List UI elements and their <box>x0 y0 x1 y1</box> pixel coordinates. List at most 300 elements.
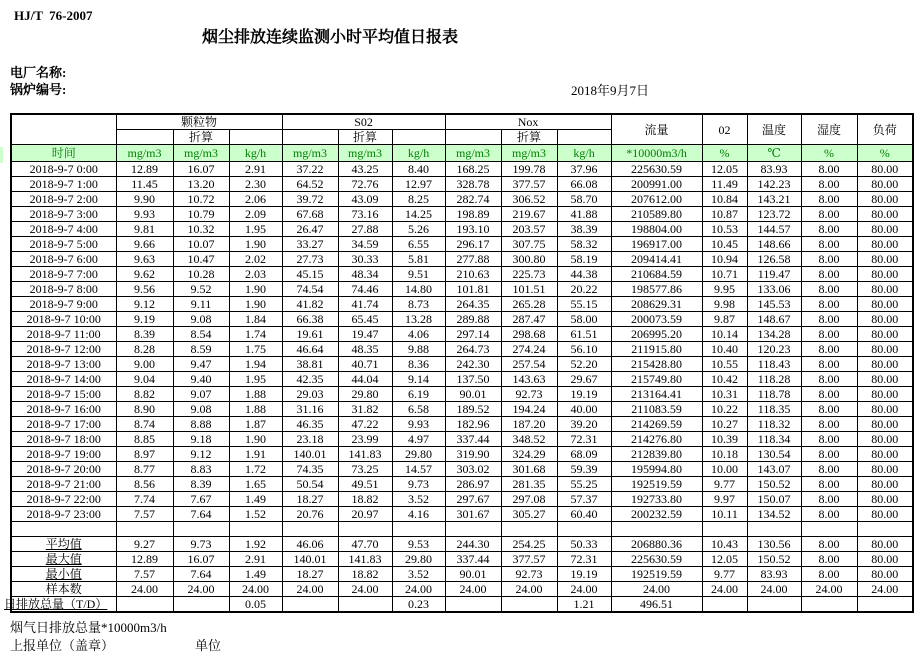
value-cell: 14.80 <box>392 282 445 297</box>
time-cell: 2018-9-7 5:00 <box>11 237 116 252</box>
value-cell: 189.52 <box>445 402 501 417</box>
value-cell: 24.00 <box>611 582 702 597</box>
value-cell: 80.00 <box>857 267 913 282</box>
value-cell: 1.74 <box>229 327 282 342</box>
value-cell: 60.40 <box>557 507 611 522</box>
value-cell: 12.89 <box>116 162 173 177</box>
value-cell: 5.81 <box>392 252 445 267</box>
value-cell: 10.84 <box>702 192 747 207</box>
time-cell: 2018-9-7 3:00 <box>11 207 116 222</box>
value-cell <box>702 597 747 613</box>
so2-rate-unit: kg/h <box>392 145 445 162</box>
time-cell: 2018-9-7 13:00 <box>11 357 116 372</box>
col-group-pm: 颗粒物 <box>116 114 282 130</box>
value-cell: 9.07 <box>173 387 229 402</box>
value-cell: 80.00 <box>857 177 913 192</box>
value-cell: 8.59 <box>173 342 229 357</box>
col-group-so2: S02 <box>282 114 445 130</box>
value-cell: 9.19 <box>116 312 173 327</box>
page-title: 烟尘排放连续监测小时平均值日报表 <box>201 29 458 46</box>
value-cell: 49.51 <box>338 477 392 492</box>
value-cell: 244.30 <box>445 537 501 552</box>
value-cell: 1.84 <box>229 312 282 327</box>
value-cell: 192519.59 <box>611 477 702 492</box>
value-cell <box>229 522 282 537</box>
value-cell: 39.72 <box>282 192 338 207</box>
value-cell: 58.19 <box>557 252 611 267</box>
flow-unit: *10000m3/h <box>611 145 702 162</box>
value-cell: 199.78 <box>501 162 557 177</box>
value-cell: 265.28 <box>501 297 557 312</box>
summary-label-cell: 平均值 <box>11 537 116 552</box>
value-cell: 301.68 <box>501 462 557 477</box>
value-cell: 1.87 <box>229 417 282 432</box>
value-cell: 24.00 <box>501 582 557 597</box>
time-cell: 2018-9-7 21:00 <box>11 477 116 492</box>
time-cell: 2018-9-7 17:00 <box>11 417 116 432</box>
value-cell: 2.91 <box>229 552 282 567</box>
value-cell: 43.25 <box>338 162 392 177</box>
value-cell: 9.00 <box>116 357 173 372</box>
value-cell: 8.00 <box>801 417 857 432</box>
value-cell: 0.05 <box>229 597 282 613</box>
time-header-blank <box>11 114 116 145</box>
value-cell: 23.18 <box>282 432 338 447</box>
value-cell: 198577.86 <box>611 282 702 297</box>
value-cell: 8.00 <box>801 162 857 177</box>
value-cell: 12.89 <box>116 552 173 567</box>
value-cell: 24.00 <box>173 582 229 597</box>
value-cell: 45.15 <box>282 267 338 282</box>
value-cell: 80.00 <box>857 297 913 312</box>
value-cell <box>501 522 557 537</box>
value-cell: 1.90 <box>229 237 282 252</box>
value-cell: 80.00 <box>857 282 913 297</box>
time-cell: 2018-9-7 11:00 <box>11 327 116 342</box>
value-cell <box>445 522 501 537</box>
value-cell: 301.67 <box>445 507 501 522</box>
time-cell: 2018-9-7 2:00 <box>11 192 116 207</box>
value-cell: 30.33 <box>338 252 392 267</box>
value-cell: 2.02 <box>229 252 282 267</box>
summary-row <box>11 537 913 552</box>
value-cell: 496.51 <box>611 597 702 613</box>
value-cell: 10.79 <box>173 207 229 222</box>
value-cell: 24.00 <box>747 582 801 597</box>
value-cell: 1.72 <box>229 462 282 477</box>
value-cell: 29.67 <box>557 372 611 387</box>
value-cell: 80.00 <box>857 237 913 252</box>
value-cell: 377.57 <box>501 177 557 192</box>
value-cell <box>857 597 913 613</box>
value-cell: 319.90 <box>445 447 501 462</box>
value-cell: 4.16 <box>392 507 445 522</box>
pm-unit: mg/m3 <box>116 145 173 162</box>
value-cell: 194.24 <box>501 402 557 417</box>
value-cell: 297.08 <box>501 492 557 507</box>
value-cell: 7.64 <box>173 507 229 522</box>
value-cell: 200073.59 <box>611 312 702 327</box>
value-cell: 80.00 <box>857 417 913 432</box>
value-cell: 192733.80 <box>611 492 702 507</box>
table-row <box>11 222 913 237</box>
value-cell: 118.78 <box>747 387 801 402</box>
value-cell: 56.10 <box>557 342 611 357</box>
units-row <box>11 145 913 162</box>
time-cell: 2018-9-7 4:00 <box>11 222 116 237</box>
nox-sub-blank <box>445 130 501 145</box>
value-cell: 10.28 <box>173 267 229 282</box>
value-cell: 6.58 <box>392 402 445 417</box>
value-cell: 8.00 <box>801 267 857 282</box>
value-cell: 14.25 <box>392 207 445 222</box>
so2-converted-unit: mg/m3 <box>338 145 392 162</box>
value-cell: 209414.41 <box>611 252 702 267</box>
value-cell: 10.22 <box>702 402 747 417</box>
value-cell: 24.00 <box>445 582 501 597</box>
value-cell: 50.54 <box>282 477 338 492</box>
table-row <box>11 417 913 432</box>
value-cell: 80.00 <box>857 402 913 417</box>
value-cell: 198804.00 <box>611 222 702 237</box>
col-flow: 流量 <box>611 114 702 145</box>
value-cell: 80.00 <box>857 552 913 567</box>
value-cell: 1.65 <box>229 477 282 492</box>
value-cell <box>173 522 229 537</box>
value-cell: 141.83 <box>338 447 392 462</box>
value-cell: 24.00 <box>801 582 857 597</box>
value-cell: 80.00 <box>857 222 913 237</box>
value-cell: 10.27 <box>702 417 747 432</box>
value-cell: 13.20 <box>173 177 229 192</box>
humidity-unit: % <box>801 145 857 162</box>
summary-label-cell: 最大值 <box>11 552 116 567</box>
unit-label: 单位 <box>195 638 222 653</box>
value-cell: 9.81 <box>116 222 173 237</box>
table-row <box>11 207 913 222</box>
value-cell: 44.04 <box>338 372 392 387</box>
value-cell: 2.06 <box>229 192 282 207</box>
so2-sub-blank <box>282 130 338 145</box>
col-temperature: 温度 <box>747 114 801 145</box>
value-cell: 1.90 <box>229 282 282 297</box>
value-cell: 19.19 <box>557 567 611 582</box>
value-cell: 16.07 <box>173 162 229 177</box>
row-indicator-mark <box>0 147 3 163</box>
value-cell: 9.87 <box>702 312 747 327</box>
value-cell: 65.45 <box>338 312 392 327</box>
value-cell: 9.77 <box>702 567 747 582</box>
value-cell: 225.73 <box>501 267 557 282</box>
value-cell: 148.67 <box>747 312 801 327</box>
value-cell: 306.52 <box>501 192 557 207</box>
table-row <box>11 312 913 327</box>
value-cell: 10.71 <box>702 267 747 282</box>
monitoring-table <box>4 113 914 613</box>
value-cell: 10.11 <box>702 507 747 522</box>
value-cell: 9.93 <box>392 417 445 432</box>
value-cell: 8.00 <box>801 357 857 372</box>
value-cell: 83.93 <box>747 162 801 177</box>
value-cell: 142.23 <box>747 177 801 192</box>
value-cell: 9.97 <box>702 492 747 507</box>
time-cell: 2018-9-7 1:00 <box>11 177 116 192</box>
value-cell: 8.85 <box>116 432 173 447</box>
value-cell: 8.00 <box>801 567 857 582</box>
value-cell: 9.04 <box>116 372 173 387</box>
value-cell: 92.73 <box>501 567 557 582</box>
value-cell: 123.72 <box>747 207 801 222</box>
flue-gas-total-note: 烟气日排放总量*10000m3/h <box>10 620 167 635</box>
value-cell: 47.22 <box>338 417 392 432</box>
value-cell: 145.53 <box>747 297 801 312</box>
table-body <box>4 162 913 613</box>
table-row <box>11 342 913 357</box>
value-cell: 0.23 <box>392 597 445 613</box>
value-cell: 43.09 <box>338 192 392 207</box>
value-cell: 203.57 <box>501 222 557 237</box>
value-cell: 8.00 <box>801 492 857 507</box>
value-cell: 8.56 <box>116 477 173 492</box>
value-cell: 50.33 <box>557 537 611 552</box>
value-cell: 200991.00 <box>611 177 702 192</box>
value-cell: 80.00 <box>857 387 913 402</box>
value-cell: 8.00 <box>801 537 857 552</box>
value-cell: 11.49 <box>702 177 747 192</box>
value-cell: 20.22 <box>557 282 611 297</box>
time-cell: 2018-9-7 9:00 <box>11 297 116 312</box>
value-cell: 73.25 <box>338 462 392 477</box>
value-cell: 59.39 <box>557 462 611 477</box>
value-cell: 8.77 <box>116 462 173 477</box>
time-cell: 2018-9-7 19:00 <box>11 447 116 462</box>
pm-converted-unit: mg/m3 <box>173 145 229 162</box>
value-cell: 140.01 <box>282 552 338 567</box>
value-cell: 307.75 <box>501 237 557 252</box>
value-cell: 80.00 <box>857 492 913 507</box>
load-unit: % <box>857 145 913 162</box>
table-row <box>11 162 913 177</box>
value-cell: 300.80 <box>501 252 557 267</box>
value-cell: 9.93 <box>116 207 173 222</box>
value-cell: 257.54 <box>501 357 557 372</box>
value-cell: 9.88 <box>392 342 445 357</box>
value-cell: 40.00 <box>557 402 611 417</box>
table-row <box>11 432 913 447</box>
time-cell: 2018-9-7 7:00 <box>11 267 116 282</box>
table-row <box>11 297 913 312</box>
value-cell: 277.88 <box>445 252 501 267</box>
o2-unit: % <box>702 145 747 162</box>
value-cell: 83.93 <box>747 567 801 582</box>
value-cell: 8.00 <box>801 342 857 357</box>
col-humidity: 湿度 <box>801 114 857 145</box>
value-cell: 143.21 <box>747 192 801 207</box>
table-row <box>11 387 913 402</box>
value-cell: 281.35 <box>501 477 557 492</box>
summary-label-cell: 样本数 <box>11 582 116 597</box>
value-cell: 9.98 <box>702 297 747 312</box>
value-cell: 120.23 <box>747 342 801 357</box>
value-cell <box>557 522 611 537</box>
value-cell: 24.00 <box>392 582 445 597</box>
value-cell: 215749.80 <box>611 372 702 387</box>
so2-sub-blank2 <box>392 130 445 145</box>
value-cell: 41.88 <box>557 207 611 222</box>
table-row <box>11 462 913 477</box>
value-cell: 9.08 <box>173 312 229 327</box>
value-cell: 39.20 <box>557 417 611 432</box>
value-cell: 206995.20 <box>611 327 702 342</box>
value-cell: 24.00 <box>557 582 611 597</box>
value-cell: 3.52 <box>392 492 445 507</box>
value-cell: 9.08 <box>173 402 229 417</box>
value-cell: 8.36 <box>392 357 445 372</box>
value-cell: 64.52 <box>282 177 338 192</box>
value-cell: 134.52 <box>747 507 801 522</box>
value-cell: 80.00 <box>857 342 913 357</box>
value-cell: 337.44 <box>445 432 501 447</box>
value-cell: 8.73 <box>392 297 445 312</box>
value-cell: 10.87 <box>702 207 747 222</box>
value-cell: 10.43 <box>702 537 747 552</box>
value-cell: 46.64 <box>282 342 338 357</box>
value-cell: 4.06 <box>392 327 445 342</box>
summary-row <box>11 597 913 613</box>
value-cell: 1.88 <box>229 387 282 402</box>
value-cell: 72.76 <box>338 177 392 192</box>
value-cell: 9.18 <box>173 432 229 447</box>
value-cell: 12.05 <box>702 162 747 177</box>
value-cell: 18.82 <box>338 492 392 507</box>
value-cell: 46.06 <box>282 537 338 552</box>
time-cell: 2018-9-7 22:00 <box>11 492 116 507</box>
value-cell: 212839.80 <box>611 447 702 462</box>
value-cell: 14.57 <box>392 462 445 477</box>
value-cell: 2.09 <box>229 207 282 222</box>
value-cell: 192519.59 <box>611 567 702 582</box>
value-cell <box>801 522 857 537</box>
value-cell: 80.00 <box>857 207 913 222</box>
value-cell: 8.54 <box>173 327 229 342</box>
value-cell: 29.80 <box>392 447 445 462</box>
value-cell: 90.01 <box>445 387 501 402</box>
table-row <box>11 447 913 462</box>
value-cell: 130.56 <box>747 537 801 552</box>
value-cell: 8.00 <box>801 312 857 327</box>
value-cell: 47.70 <box>338 537 392 552</box>
spacer-cell <box>11 522 116 537</box>
value-cell: 200232.59 <box>611 507 702 522</box>
value-cell: 118.35 <box>747 402 801 417</box>
value-cell: 214276.80 <box>611 432 702 447</box>
value-cell: 7.64 <box>173 567 229 582</box>
value-cell: 9.56 <box>116 282 173 297</box>
value-cell: 377.57 <box>501 552 557 567</box>
value-cell: 9.95 <box>702 282 747 297</box>
summary-row <box>11 582 913 597</box>
value-cell: 52.20 <box>557 357 611 372</box>
value-cell: 8.25 <box>392 192 445 207</box>
pm-sub-blank2 <box>229 130 282 145</box>
table-row <box>11 507 913 522</box>
value-cell: 3.52 <box>392 567 445 582</box>
report-unit-label: 上报单位（盖章） <box>10 638 115 653</box>
value-cell: 8.40 <box>392 162 445 177</box>
value-cell: 58.00 <box>557 312 611 327</box>
value-cell: 8.00 <box>801 177 857 192</box>
value-cell: 7.74 <box>116 492 173 507</box>
table-row <box>11 282 913 297</box>
value-cell: 9.12 <box>173 447 229 462</box>
value-cell: 143.07 <box>747 462 801 477</box>
value-cell <box>116 597 173 613</box>
value-cell: 254.25 <box>501 537 557 552</box>
value-cell: 24.00 <box>229 582 282 597</box>
value-cell <box>857 522 913 537</box>
value-cell: 55.25 <box>557 477 611 492</box>
value-cell: 8.00 <box>801 237 857 252</box>
value-cell: 264.73 <box>445 342 501 357</box>
value-cell <box>392 522 445 537</box>
value-cell: 80.00 <box>857 357 913 372</box>
nox-unit: mg/m3 <box>445 145 501 162</box>
value-cell: 242.30 <box>445 357 501 372</box>
value-cell: 80.00 <box>857 312 913 327</box>
doc-code: HJ/T 76-2007 <box>14 8 93 23</box>
value-cell: 9.77 <box>702 477 747 492</box>
value-cell: 29.80 <box>338 387 392 402</box>
value-cell: 8.90 <box>116 402 173 417</box>
value-cell: 13.28 <box>392 312 445 327</box>
col-load: 负荷 <box>857 114 913 145</box>
time-cell: 2018-9-7 10:00 <box>11 312 116 327</box>
value-cell: 8.00 <box>801 252 857 267</box>
value-cell <box>801 597 857 613</box>
value-cell: 8.00 <box>801 372 857 387</box>
value-cell: 9.73 <box>392 477 445 492</box>
value-cell: 8.00 <box>801 387 857 402</box>
value-cell: 8.83 <box>173 462 229 477</box>
value-cell: 8.39 <box>173 477 229 492</box>
value-cell <box>338 597 392 613</box>
value-cell: 48.34 <box>338 267 392 282</box>
value-cell: 57.37 <box>557 492 611 507</box>
pm-converted-label: 折算 <box>173 130 229 145</box>
value-cell: 225630.59 <box>611 552 702 567</box>
value-cell: 143.63 <box>501 372 557 387</box>
value-cell <box>282 597 338 613</box>
value-cell <box>702 522 747 537</box>
value-cell: 80.00 <box>857 327 913 342</box>
time-header: 时间 <box>11 145 116 162</box>
value-cell: 24.00 <box>857 582 913 597</box>
value-cell: 198.89 <box>445 207 501 222</box>
value-cell: 8.00 <box>801 402 857 417</box>
value-cell: 34.59 <box>338 237 392 252</box>
value-cell: 41.74 <box>338 297 392 312</box>
value-cell: 37.96 <box>557 162 611 177</box>
value-cell <box>747 522 801 537</box>
value-cell: 9.11 <box>173 297 229 312</box>
value-cell: 214269.59 <box>611 417 702 432</box>
time-cell: 2018-9-7 0:00 <box>11 162 116 177</box>
value-cell: 29.80 <box>392 552 445 567</box>
value-cell <box>282 522 338 537</box>
table-row <box>11 357 913 372</box>
value-cell: 24.00 <box>338 582 392 597</box>
value-cell: 10.55 <box>702 357 747 372</box>
